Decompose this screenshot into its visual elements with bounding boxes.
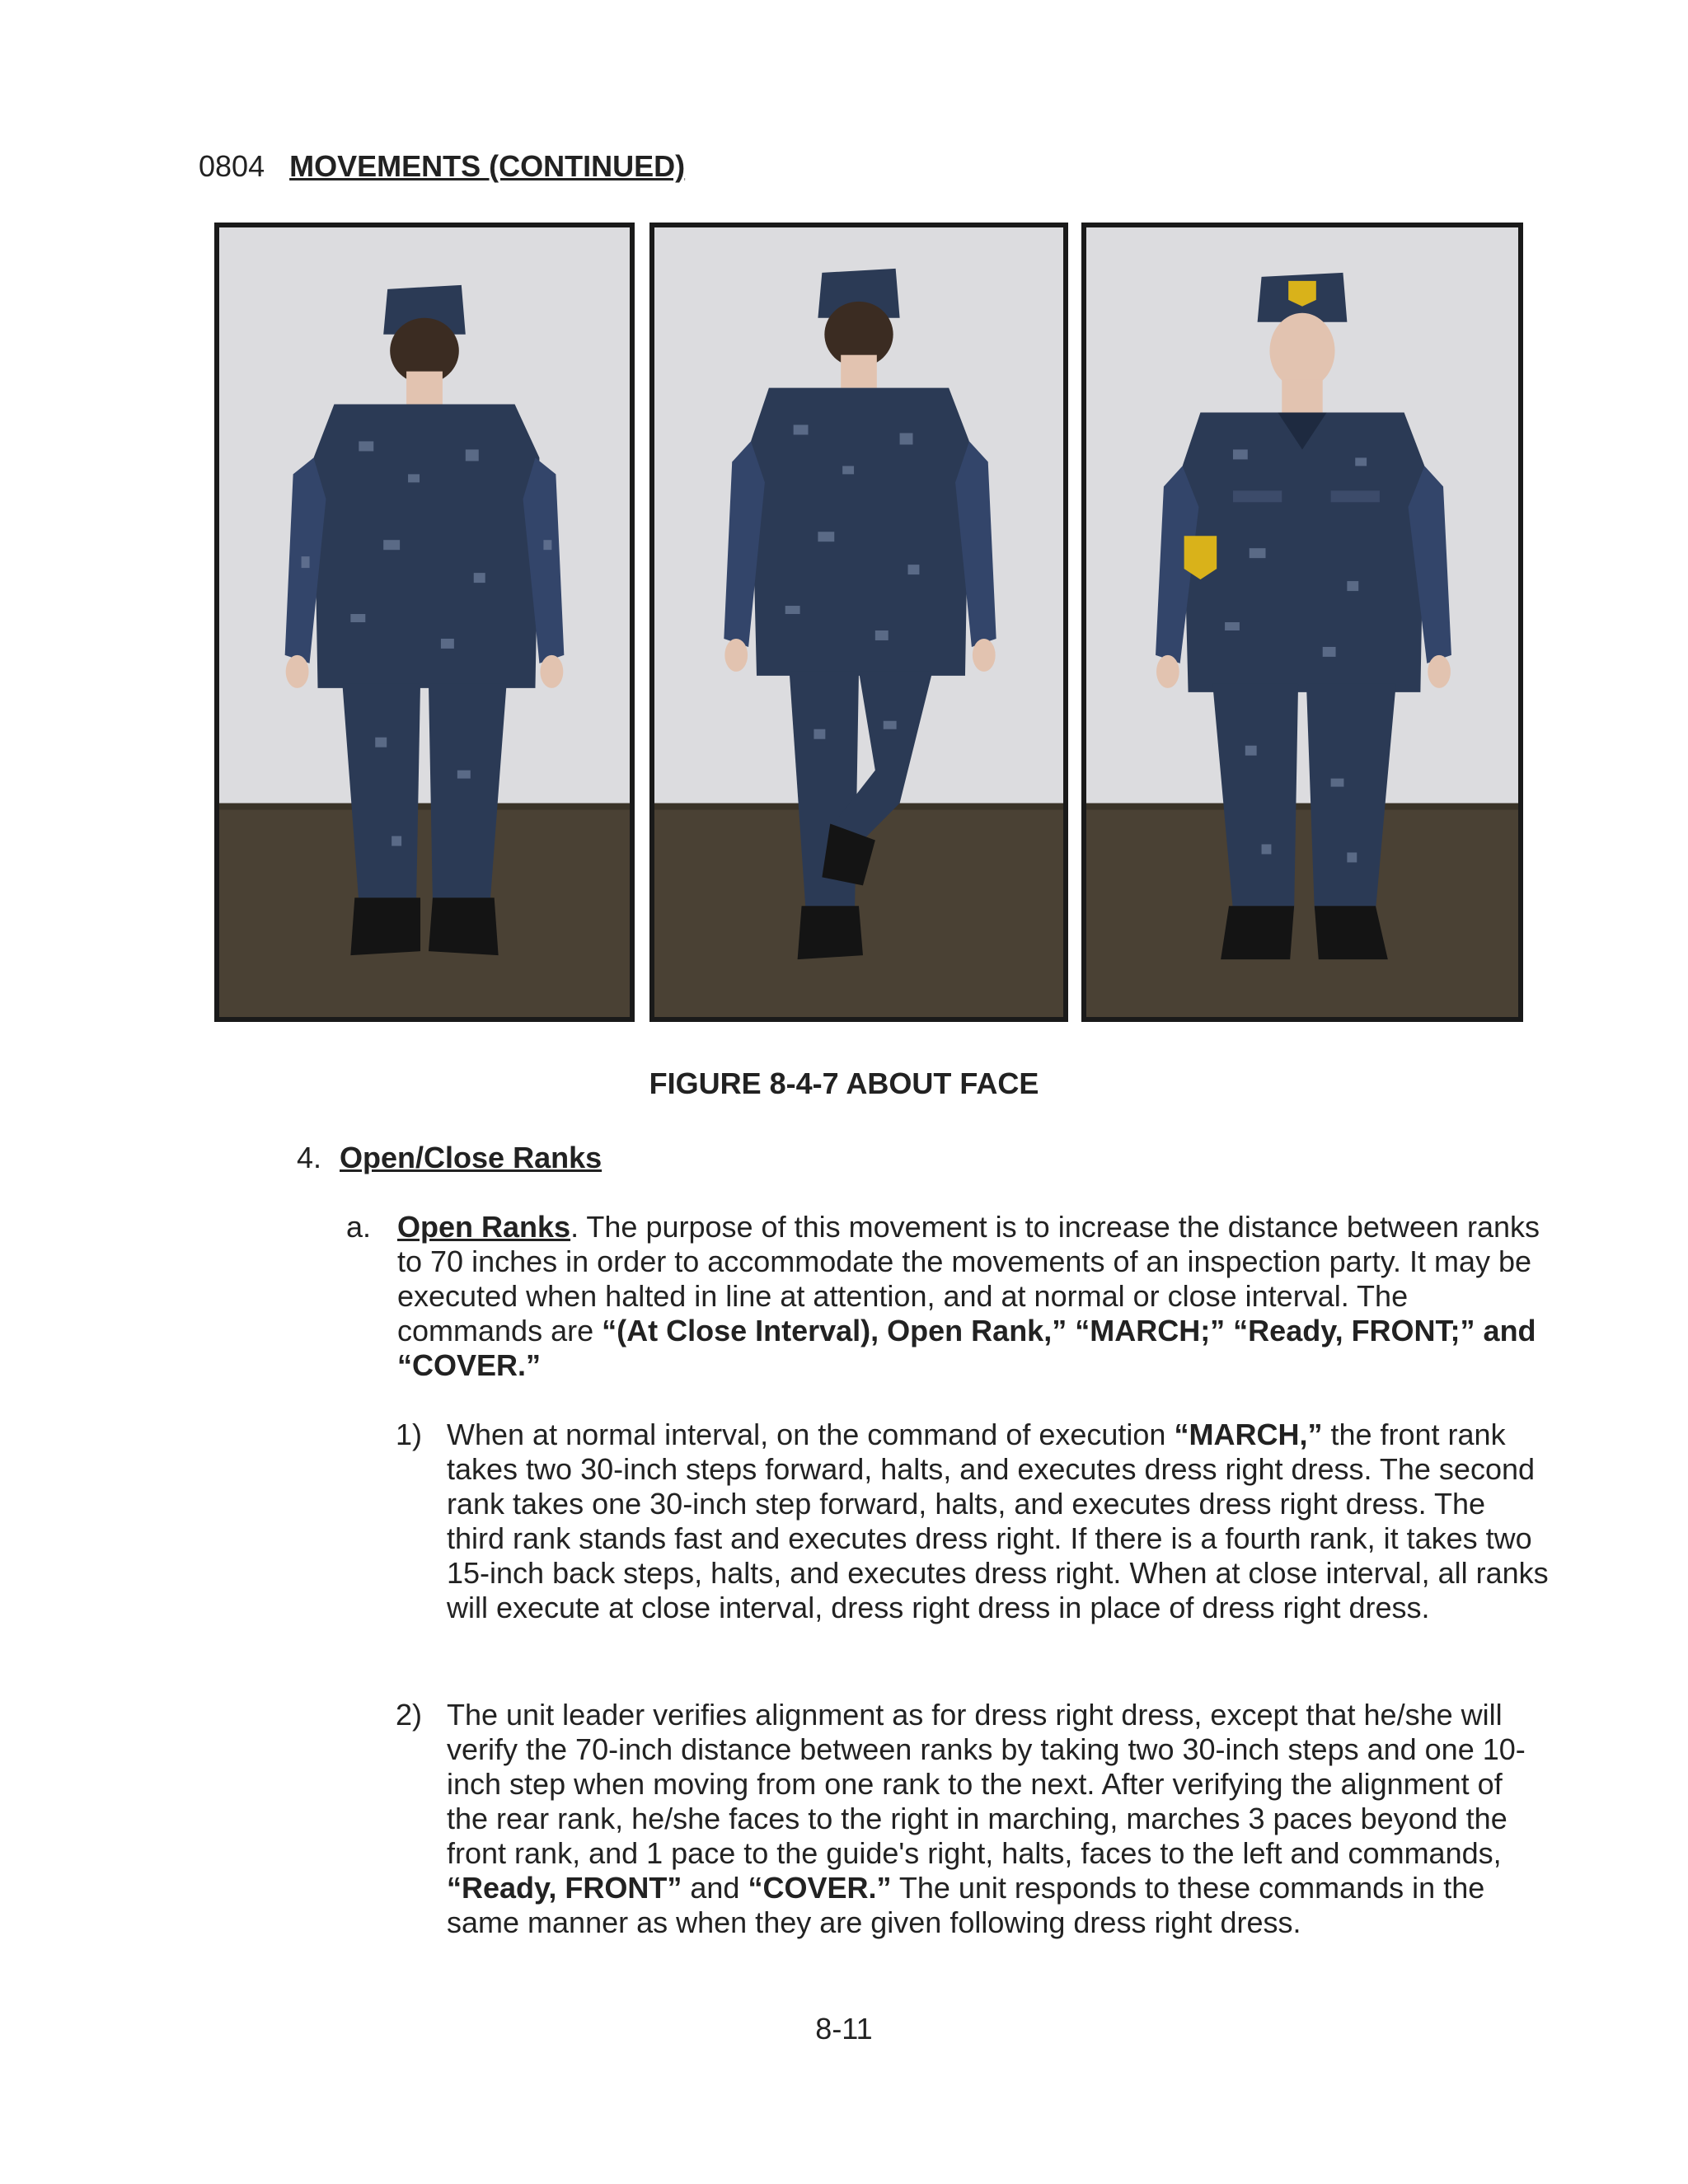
- paragraph-step-1: [396, 1418, 1550, 1625]
- cadet-pivot-image: [654, 227, 1063, 1017]
- paragraph-body: [447, 1418, 1550, 1625]
- paragraph-command: “MARCH,”: [1174, 1418, 1323, 1451]
- cadet-back-image: [219, 227, 630, 1017]
- paragraph-lead: Open Ranks: [397, 1210, 571, 1244]
- paragraph-body: [447, 1698, 1550, 1940]
- paragraph-text: When at normal interval, on the command of execution: [447, 1418, 1175, 1451]
- subsection-title: Open/Close Ranks: [340, 1141, 603, 1174]
- paragraph-command: “Ready, FRONT”: [447, 1871, 682, 1905]
- paragraph-command: “COVER.”: [748, 1871, 892, 1905]
- list-marker: a.: [346, 1210, 372, 1244]
- page-number: 8-11: [815, 2012, 873, 2046]
- section-heading: [199, 148, 685, 185]
- photo-facing-away: [214, 223, 635, 1022]
- paragraph-open-ranks: [346, 1210, 1550, 1383]
- paragraph-body: [397, 1210, 1550, 1383]
- paragraph-step-2: [396, 1698, 1550, 1940]
- paragraph-text: the front rank takes two 30-inch steps forward, halts, and executes dress right dress. The second rank takes one 30-inch step forward, halts, and executes dress right dress. The third rank stands fast and executes dress right. If there is a fourth rank, it takes two 15-inch back steps, halts, and executes dress right. When at close interval, all ranks will execute at close interval, dress right dress in place of dress right dress.: [447, 1418, 1549, 1624]
- figure-photos: [214, 223, 1525, 1030]
- list-marker: 2): [396, 1698, 423, 1732]
- paragraph-text: The unit leader verifies alignment as for dress right dress, except that he/she will verify the 70-inch distance between ranks by taking two 30-inch steps and one 10-inch step when moving from one rank to the next. After verifying the alignment of the rear rank, he/she faces to the right in marching, marches 3 paces beyond the front rank, and 1 pace to the guide's right, halts, faces to the left and commands,: [447, 1698, 1526, 1870]
- cadet-front-image: [1086, 227, 1518, 1017]
- subsection-heading: [297, 1140, 602, 1176]
- paragraph-text: and: [682, 1871, 748, 1905]
- section-title: MOVEMENTS (CONTINUED): [289, 149, 686, 183]
- photo-pivoting: [649, 223, 1068, 1022]
- photo-facing-front: [1081, 223, 1523, 1022]
- figure-caption: FIGURE 8-4-7 ABOUT FACE: [649, 1066, 1039, 1100]
- paragraph-text: The unit responds to these commands in the same manner as when they are given following dress right dress.: [447, 1871, 1485, 1939]
- paragraph-commands: “(At Close Interval), Open Rank,” “MARCH;” “Ready, FRONT;” and “COVER.”: [397, 1314, 1536, 1382]
- list-marker: 1): [396, 1418, 423, 1451]
- paragraph-text: . The purpose of this movement is to increase the distance between ranks to 70 inches in order to accommodate the movements of an inspection party. It may be executed when halted in line at attention, and at normal or close interval. The commands are: [397, 1210, 1540, 1347]
- section-number: 0804: [199, 149, 265, 183]
- subsection-number: 4.: [297, 1141, 322, 1174]
